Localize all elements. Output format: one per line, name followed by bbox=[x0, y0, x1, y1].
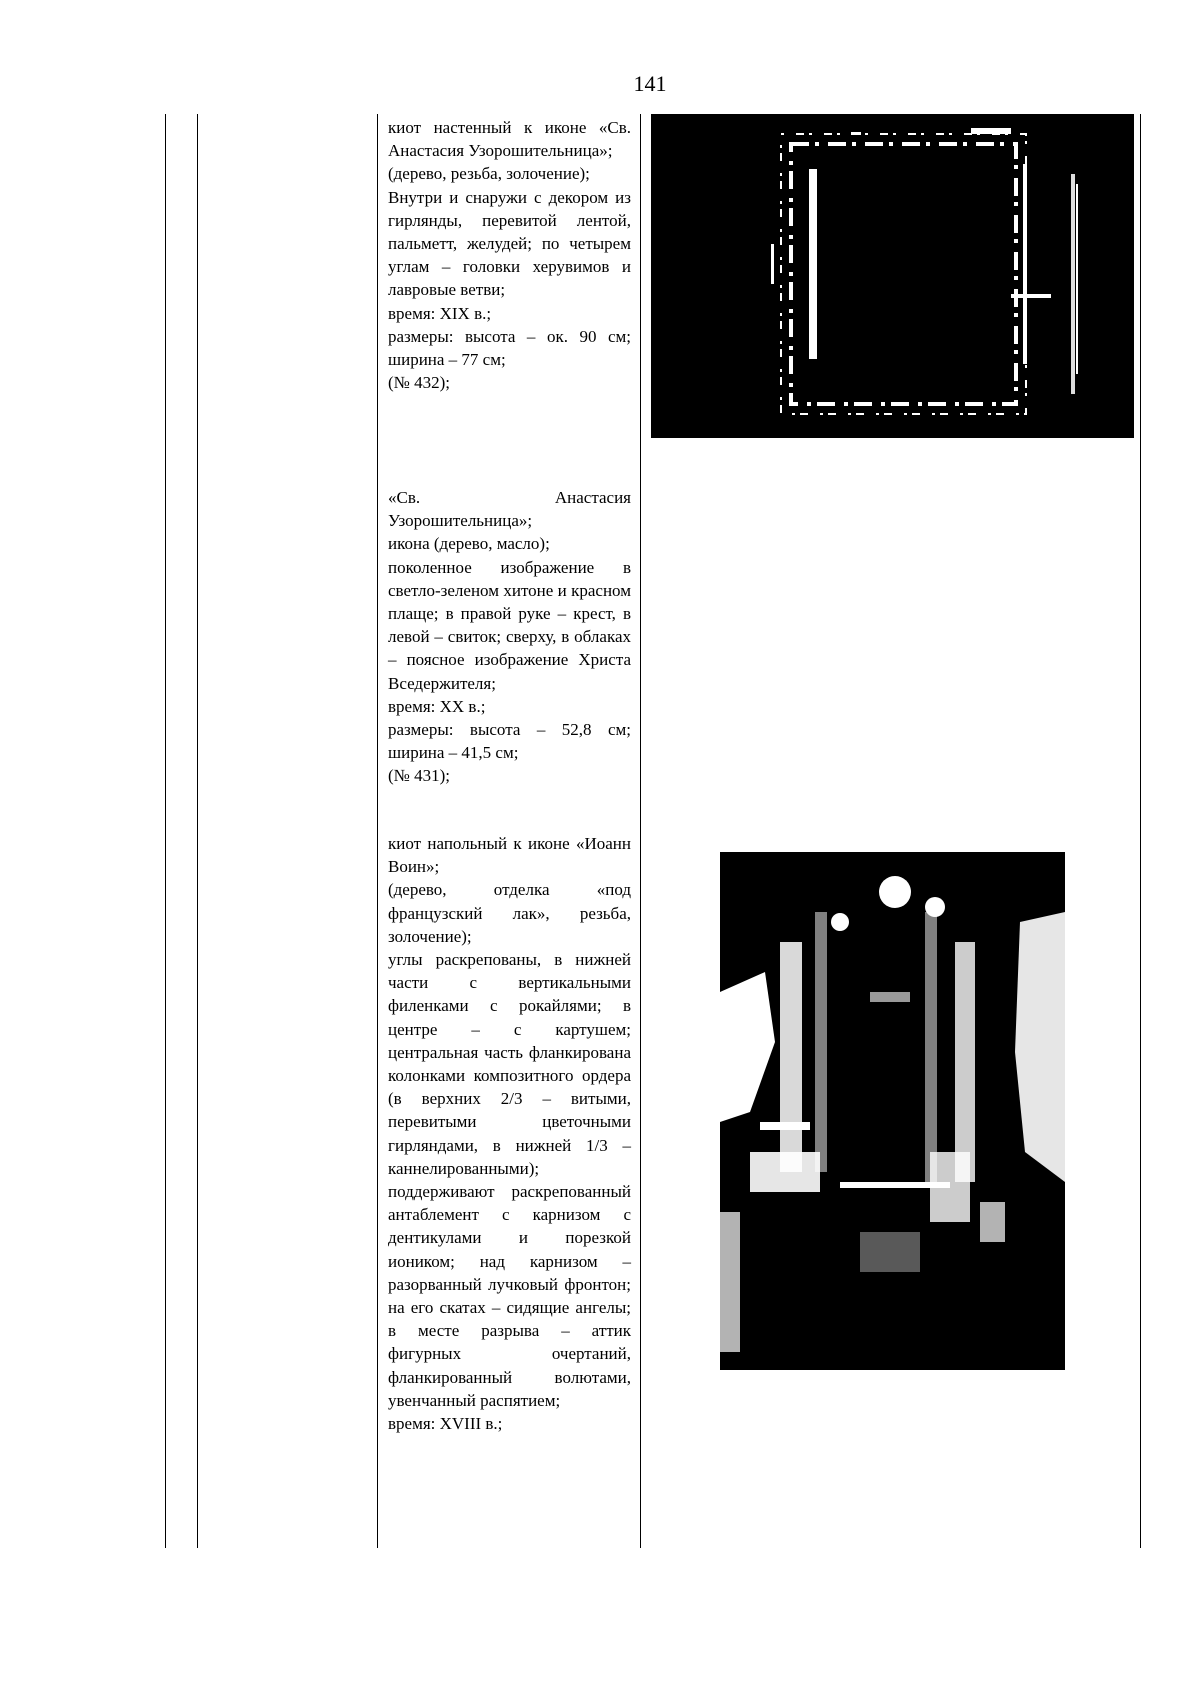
entry-icon-anastasia bbox=[388, 486, 631, 788]
table-rule-2 bbox=[197, 114, 198, 1548]
entry-line: размеры: высота – ок. 90 см; ширина – 77 см; bbox=[388, 326, 631, 370]
entry-line: время: XX в.; bbox=[388, 696, 486, 716]
entry-line: киот напольный к иконе «Иоанн Воин»; bbox=[388, 834, 631, 877]
entry-line: поколенное изображение в светло-зеленом хитоне и красном плаще; в правой руке – крест, в левой – свиток; сверху, в облаках – поясное изображение Христа Вседержителя; bbox=[388, 557, 631, 693]
entry-line: (№ 432); bbox=[388, 373, 451, 393]
entry-line: «Св. Анастасия Узорошительница»; bbox=[388, 488, 631, 531]
table-rule-5 bbox=[1140, 114, 1141, 1548]
page-number: 141 bbox=[633, 71, 667, 96]
entry-kiot-wall bbox=[388, 116, 631, 394]
table-rule-4 bbox=[640, 114, 641, 1548]
table-rule-3 bbox=[377, 114, 378, 1548]
entry-line: размеры: высота – 52,8 см; ширина – 41,5 см; bbox=[388, 720, 631, 763]
kiot-floor-photo bbox=[720, 852, 1065, 1370]
entry-line: (№ 431); bbox=[388, 766, 451, 786]
kiot-wall-photo bbox=[651, 114, 1134, 438]
entry-line: Внутри и снаружи с декором из гирлянды, перевитой лентой, пальметт, желудей; по четырем углам – головки херувимов и лавровые ветви; bbox=[388, 187, 631, 300]
entry-line: (дерево, отделка «под французский лак», резьба, золочение); bbox=[388, 880, 631, 946]
entry-line: киот настенный к иконе «Св. Анастасия Узорошительница»; bbox=[388, 118, 631, 161]
entry-line: (дерево, резьба, золочение); bbox=[388, 164, 590, 184]
entry-line: время: XIX в.; bbox=[388, 303, 492, 323]
table-rule-1 bbox=[165, 114, 166, 1548]
entry-line: время: XVIII в.; bbox=[388, 1414, 503, 1434]
entry-line: углы раскрепованы, в нижней части с вертикальными филенками с рокайлями; в центре – с картушем; центральная часть фланкирована колонками композитного ордера (в верхних 2/3 – витыми, перевитыми цветочными гирляндами, в нижней 1/3 – каннелированными); поддерживают раскрепованный антаблемент с карнизом с дентикулами и порезкой иоником; над карнизом – разорванный лучковый фронтон; на его скатах – сидящие ангелы; в месте разрыва – аттик фигурных очертаний, фланкированный волютами, увенчанный распятием; bbox=[388, 950, 631, 1410]
entry-line: икона (дерево, масло); bbox=[388, 534, 550, 554]
entry-kiot-floor bbox=[388, 832, 631, 1435]
